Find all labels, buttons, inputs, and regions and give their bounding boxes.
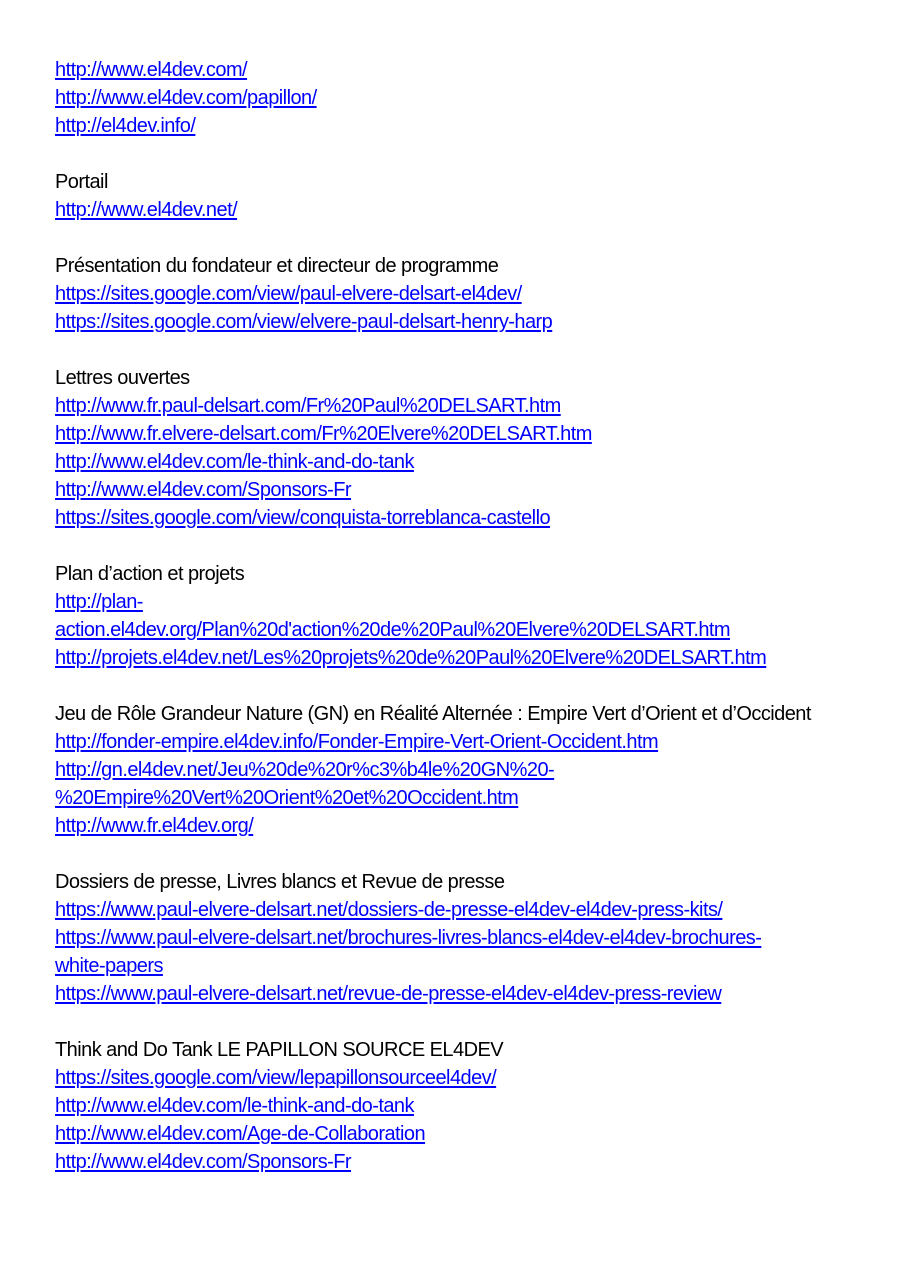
hyperlink[interactable]: http://www.el4dev.com/le-think-and-do-tank: [55, 451, 414, 473]
link-row: [55, 896, 845, 924]
section-heading: Lettres ouvertes: [55, 367, 190, 389]
hyperlink[interactable]: http://plan-: [55, 591, 143, 613]
hyperlink[interactable]: http://www.el4dev.com/Sponsors-Fr: [55, 1151, 352, 1173]
link-row: [55, 756, 845, 784]
link-row: [55, 1092, 845, 1120]
hyperlink[interactable]: http://www.el4dev.net/: [55, 199, 238, 221]
hyperlink[interactable]: white-papers: [55, 955, 163, 977]
link-section: [55, 252, 845, 336]
link-row: [55, 420, 845, 448]
link-row: [55, 84, 845, 112]
hyperlink[interactable]: %20Empire%20Vert%20Orient%20et%20Occident.htm: [55, 787, 519, 809]
link-row: [55, 924, 845, 952]
link-row: [55, 1120, 845, 1148]
link-row: [55, 504, 845, 532]
hyperlink[interactable]: https://sites.google.com/view/conquista-torreblanca-castello: [55, 507, 551, 529]
hyperlink[interactable]: action.el4dev.org/Plan%20d'action%20de%20Paul%20Elvere%20DELSART.htm: [55, 619, 731, 641]
hyperlink[interactable]: http://projets.el4dev.net/Les%20projets%20de%20Paul%20Elvere%20DELSART.htm: [55, 647, 767, 669]
hyperlink[interactable]: https://www.paul-elvere-delsart.net/dossiers-de-presse-el4dev-el4dev-press-kits/: [55, 899, 723, 921]
section-heading: Présentation du fondateur et directeur de programme: [55, 255, 499, 277]
link-section: [55, 168, 845, 224]
hyperlink[interactable]: https://www.paul-elvere-delsart.net/brochures-livres-blancs-el4dev-el4dev-brochures-: [55, 927, 762, 949]
link-row: [55, 308, 845, 336]
link-row: [55, 392, 845, 420]
section-heading: Portail: [55, 171, 108, 193]
hyperlink[interactable]: http://www.fr.paul-delsart.com/Fr%20Paul%20DELSART.htm: [55, 395, 561, 417]
link-row: [55, 952, 845, 980]
link-section: [55, 56, 845, 140]
hyperlink[interactable]: http://www.el4dev.com/le-think-and-do-tank: [55, 1095, 414, 1117]
hyperlink[interactable]: http://gn.el4dev.net/Jeu%20de%20r%c3%b4le%20GN%20-: [55, 759, 555, 781]
section-heading: Plan d’action et projets: [55, 563, 245, 585]
link-section: [55, 560, 845, 672]
hyperlink[interactable]: http://www.el4dev.com/Sponsors-Fr: [55, 479, 352, 501]
link-section: [55, 868, 845, 1008]
link-row: [55, 56, 845, 84]
link-row: [55, 812, 845, 840]
document-page: [55, 56, 845, 1204]
link-row: [55, 280, 845, 308]
link-section: [55, 700, 845, 840]
link-section: [55, 364, 845, 532]
link-row: [55, 112, 845, 140]
section-heading: Think and Do Tank LE PAPILLON SOURCE EL4DEV: [55, 1039, 504, 1061]
link-row: [55, 644, 845, 672]
link-row: [55, 448, 845, 476]
hyperlink[interactable]: https://sites.google.com/view/paul-elvere-delsart-el4dev/: [55, 283, 522, 305]
hyperlink[interactable]: http://www.el4dev.com/Age-de-Collaboration: [55, 1123, 426, 1145]
hyperlink[interactable]: https://sites.google.com/view/elvere-paul-delsart-henry-harp: [55, 311, 553, 333]
section-heading: Dossiers de presse, Livres blancs et Revue de presse: [55, 871, 505, 893]
link-row: [55, 588, 845, 616]
link-row: [55, 1064, 845, 1092]
link-row: [55, 980, 845, 1008]
hyperlink[interactable]: https://sites.google.com/view/lepapillonsourceel4dev/: [55, 1067, 497, 1089]
link-section: [55, 1036, 845, 1176]
section-heading: Jeu de Rôle Grandeur Nature (GN) en Réalité Alternée : Empire Vert d’Orient et d’Occident: [55, 703, 811, 725]
link-row: [55, 616, 845, 644]
hyperlink[interactable]: https://www.paul-elvere-delsart.net/revue-de-presse-el4dev-el4dev-press-review: [55, 983, 722, 1005]
link-row: [55, 1148, 845, 1176]
hyperlink[interactable]: http://el4dev.info/: [55, 115, 196, 137]
link-row: [55, 728, 845, 756]
link-row: [55, 196, 845, 224]
hyperlink[interactable]: http://www.el4dev.com/: [55, 59, 248, 81]
hyperlink[interactable]: http://www.fr.el4dev.org/: [55, 815, 254, 837]
hyperlink[interactable]: http://fonder-empire.el4dev.info/Fonder-Empire-Vert-Orient-Occident.htm: [55, 731, 659, 753]
link-row: [55, 476, 845, 504]
link-row: [55, 784, 845, 812]
hyperlink[interactable]: http://www.el4dev.com/papillon/: [55, 87, 317, 109]
hyperlink[interactable]: http://www.fr.elvere-delsart.com/Fr%20Elvere%20DELSART.htm: [55, 423, 592, 445]
